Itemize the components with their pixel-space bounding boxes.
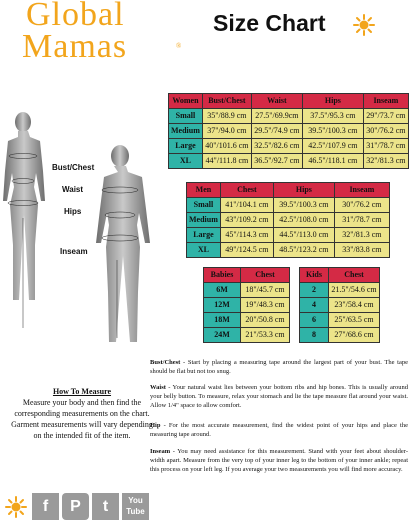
female-figure (3, 112, 45, 300)
size-cell: 24M (204, 328, 241, 343)
value-cell: 21"/53.3 cm (241, 328, 290, 343)
table-row (300, 328, 380, 343)
pinterest-icon[interactable]: P (62, 493, 89, 520)
value-cell: 39.5"/100.3 cm (302, 124, 363, 139)
header-cell: Women (169, 94, 203, 109)
size-cell: 2 (300, 283, 329, 298)
table-header-row (300, 268, 380, 283)
babies-size-table (203, 267, 290, 343)
label-hips: Hips (64, 207, 82, 216)
value-cell: 25"/63.5 cm (329, 313, 380, 328)
value-cell: 27"/68.6 cm (329, 328, 380, 343)
value-cell: 29"/73.7 cm (363, 109, 408, 124)
label-inseam: Inseam (60, 247, 88, 256)
value-cell: 37.5"/95.3 cm (302, 109, 363, 124)
table-row (300, 313, 380, 328)
men-size-table (186, 182, 390, 258)
value-cell: 20"/50.8 cm (241, 313, 290, 328)
size-cell: XL (169, 154, 203, 169)
value-cell: 21.5"/54.6 cm (329, 283, 380, 298)
table-header-row (187, 183, 390, 198)
size-cell: Large (187, 228, 221, 243)
brand-logo (18, 2, 188, 72)
value-cell: 31"/78.7 cm (334, 213, 389, 228)
size-cell: Medium (169, 124, 203, 139)
instruction-term: Hip (150, 422, 161, 429)
value-cell: 19"/48.3 cm (241, 298, 290, 313)
value-cell: 32"/81.3 cm (334, 228, 389, 243)
size-cell: 12M (204, 298, 241, 313)
women-size-table (168, 93, 409, 169)
value-cell: 44.5"/113.0 cm (273, 228, 334, 243)
brand-line2: Mamas (22, 28, 128, 65)
size-cell: Small (169, 109, 203, 124)
how-to-body: Measure your body and then find the corresponding measurements on the chart. Garment measurements will vary depending on the intended fit of the item. (11, 398, 153, 440)
instruction-hip (150, 421, 408, 439)
label-waist: Waist (62, 185, 84, 194)
youtube-icon[interactable] (122, 493, 149, 520)
how-to-heading: How To Measure (52, 387, 112, 396)
instruction-waist (150, 383, 408, 410)
table-row (187, 213, 390, 228)
table-header-row (204, 268, 290, 283)
table-row (204, 328, 290, 343)
size-cell: 6M (204, 283, 241, 298)
size-cell: 6 (300, 313, 329, 328)
page-title: Size Chart (213, 10, 326, 36)
youtube-label-top: You (128, 496, 143, 505)
table-row (169, 109, 409, 124)
instruction-bust (150, 358, 408, 376)
sun-icon (5, 496, 27, 518)
twitter-icon[interactable]: t (92, 493, 119, 520)
value-cell: 45"/114.3 cm (220, 228, 273, 243)
header-cell: Chest (329, 268, 380, 283)
size-cell: Large (169, 139, 203, 154)
label-bust: Bust/Chest (52, 163, 95, 172)
value-cell: 29.5"/74.9 cm (251, 124, 302, 139)
size-cell: 18M (204, 313, 241, 328)
value-cell: 31"/78.7 cm (363, 139, 408, 154)
table-row (300, 298, 380, 313)
youtube-label-bottom: Tube (126, 507, 145, 516)
table-row (204, 298, 290, 313)
table-header-row (169, 94, 409, 109)
header-cell: Kids (300, 268, 329, 283)
table-row (169, 154, 409, 169)
instruction-text: - For the most accurate measurement, find the widest point of your hips and place the measuring tape around. (150, 422, 408, 438)
value-cell: 33"/83.8 cm (334, 243, 389, 258)
brand-mark: ® (176, 42, 182, 50)
value-cell: 46.5"/118.1 cm (302, 154, 363, 169)
value-cell: 44"/111.8 cm (202, 154, 251, 169)
value-cell: 39.5"/100.3 cm (273, 198, 334, 213)
instruction-term: Inseam (150, 448, 171, 455)
male-figure (96, 145, 150, 342)
instruction-text: - Start by placing a measuring tape around the largest part of your bust. The tape should be flat but not too snug. (150, 359, 408, 375)
value-cell: 30"/76.2 cm (334, 198, 389, 213)
size-cell: XL (187, 243, 221, 258)
instruction-text: - Your natural waist lies between your bottom ribs and hip bones. This is usually around your belly button. To measure, relax your stomach and lie the tape measure flat around your waist. Allow 1/4" space to allow comfort. (150, 384, 408, 409)
instruction-term: Bust/Chest (150, 359, 181, 366)
table-row (204, 283, 290, 298)
value-cell: 48.5"/123.2 cm (273, 243, 334, 258)
value-cell: 23"/58.4 cm (329, 298, 380, 313)
how-to-measure (8, 386, 156, 441)
value-cell: 42.5"/108.0 cm (273, 213, 334, 228)
instruction-text: - You may need assistance for this measurement. Stand with your feet about shoulder-width apart. Measure from the very top of your inner leg to the bottom of your inner ankle; repeat this process on your left leg. If you average your two measurements you will find more accuracy. (150, 448, 408, 473)
header-cell: Inseam (334, 183, 389, 198)
value-cell: 37"/94.0 cm (202, 124, 251, 139)
table-row (187, 198, 390, 213)
header-cell: Chest (220, 183, 273, 198)
header-cell: Hips (302, 94, 363, 109)
sun-icon (353, 14, 375, 36)
header-cell: Babies (204, 268, 241, 283)
kids-size-table (299, 267, 380, 343)
table-row (187, 228, 390, 243)
value-cell: 32.5"/82.6 cm (251, 139, 302, 154)
header-cell: Chest (241, 268, 290, 283)
value-cell: 41"/104.1 cm (220, 198, 273, 213)
value-cell: 43"/109.2 cm (220, 213, 273, 228)
value-cell: 49"/124.5 cm (220, 243, 273, 258)
size-cell: Medium (187, 213, 221, 228)
table-row (169, 124, 409, 139)
table-row (187, 243, 390, 258)
value-cell: 30"/76.2 cm (363, 124, 408, 139)
header-cell: Men (187, 183, 221, 198)
header-cell: Hips (273, 183, 334, 198)
instruction-term: Waist (150, 384, 166, 391)
value-cell: 36.5"/92.7 cm (251, 154, 302, 169)
brand-line1: Global (26, 0, 125, 33)
table-row (169, 139, 409, 154)
header-cell: Waist (251, 94, 302, 109)
value-cell: 18"/45.7 cm (241, 283, 290, 298)
value-cell: 32"/81.3 cm (363, 154, 408, 169)
table-row (300, 283, 380, 298)
value-cell: 35"/88.9 cm (202, 109, 251, 124)
facebook-icon[interactable]: f (32, 493, 59, 520)
header-cell: Inseam (363, 94, 408, 109)
header-cell: Bust/Chest (202, 94, 251, 109)
value-cell: 40"/101.6 cm (202, 139, 251, 154)
size-cell: 4 (300, 298, 329, 313)
instruction-inseam (150, 447, 408, 474)
value-cell: 27.5"/69.9cm (251, 109, 302, 124)
body-figures (0, 108, 170, 348)
size-cell: 8 (300, 328, 329, 343)
size-cell: Small (187, 198, 221, 213)
value-cell: 42.5"/107.9 cm (302, 139, 363, 154)
table-row (204, 313, 290, 328)
